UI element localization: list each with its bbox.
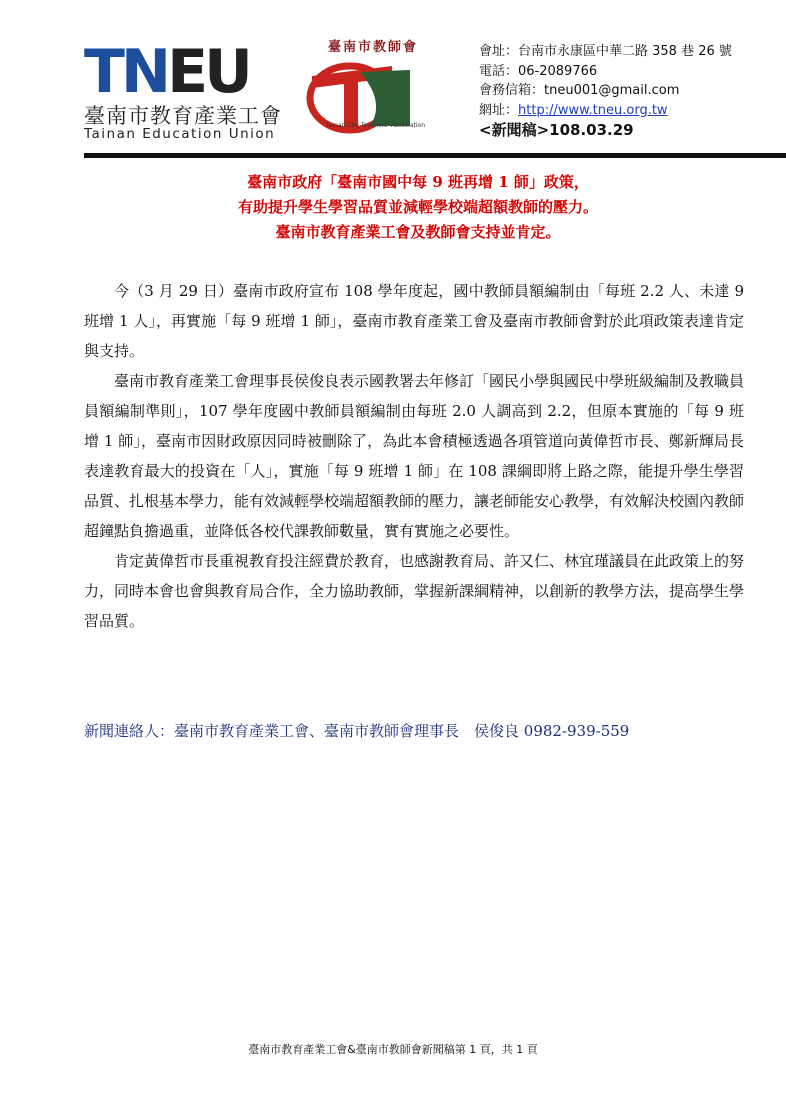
teachers-association-logo	[298, 36, 448, 141]
website-label: 網址：	[479, 102, 519, 118]
union-name-cn: 臺南市教育產業工會	[84, 104, 282, 128]
teachers-association-name-cn: 臺南市教師會	[328, 40, 419, 55]
headline-line-2: 有助提升學生學習品質並減輕學校端超額教師的壓力。	[237, 198, 598, 216]
press-release-date: <新聞稿>108.03.29	[479, 121, 634, 139]
logo-letters-tn: TN	[84, 37, 168, 107]
contact-block	[479, 42, 732, 141]
headline-line-1: 臺南市政府「臺南市國中每 9 班再增 1 師」政策，	[247, 173, 589, 191]
letterhead	[0, 0, 786, 162]
contact-email: 會務信箱：tneu001@gmail.com	[479, 83, 680, 98]
paragraph-3: 肯定黃偉哲市長重視教育投注經費於教育，也感謝教育局、許又仁、林宜瑾議員在此政策上的努力，同時本會也會與教育局合作，全力協助教師，掌握新課綱精神，以創新的教學方法，提高學生學習品質。	[84, 552, 745, 630]
headline-line-3: 臺南市教育產業工會及教師會支持並肯定。	[275, 223, 561, 241]
contact-website	[479, 101, 732, 121]
paragraph-1: 今（3 月 29 日）臺南市政府宣布 108 學年度起，國中教師員額編制由「每班 2.2 人、未達 9 班增 1 人」，再實施「每 9 班增 1 師」，臺南市教育產業工會及臺南市教師會對於此項政策表達肯定與支持。	[84, 282, 744, 360]
press-contact: 新聞連絡人：臺南市教育產業工會、臺南市教師會理事長 侯俊良 0982-939-559	[84, 722, 630, 740]
article-body	[84, 276, 744, 636]
page-footer: 臺南市教育產業工會&臺南市教師會新聞稿第 1 頁，共 1 頁	[248, 1043, 538, 1056]
tneu-logo	[84, 37, 284, 142]
contact-address: 會址：台南市永康區中華二路 358 巷 26 號	[479, 44, 732, 59]
header-divider	[84, 153, 786, 158]
contact-phone: 電話：06-2089766	[479, 63, 598, 79]
headline	[100, 170, 736, 245]
union-name-en: Tainan Education Union	[84, 126, 276, 142]
teachers-association-name-en: Tainan City Teachers' Association	[326, 122, 425, 129]
website-link[interactable]: http://www.tneu.org.tw	[518, 102, 668, 118]
paragraph-2: 臺南市教育產業工會理事長侯俊良表示國教署去年修訂「國民小學與國民中學班級編制及教職員員額編制準則」，107 學年度國中教師員額編制由每班 2.0 人調高到 2.2，但原本實施的「每 9 班增 1 師」，臺南市因財政原因同時被刪除了，為此本會積極透過各項管道向黃偉哲市長、鄭新輝局長表達教育最大的投資在「人」，實施「每 9 班增 1 師」在 108 課綱即將上路之際，能提升學生學習品質、扎根基本學力，能有效減輕學校端超額教師的壓力，讓老師能安心教學，有效解決校園內教師超鐘點負擔過重，並降低各校代課教師數量，實有實施之必要性。	[84, 372, 745, 540]
logo-letters-eu: EU	[167, 37, 249, 107]
tneu-logo-letters	[84, 37, 249, 107]
